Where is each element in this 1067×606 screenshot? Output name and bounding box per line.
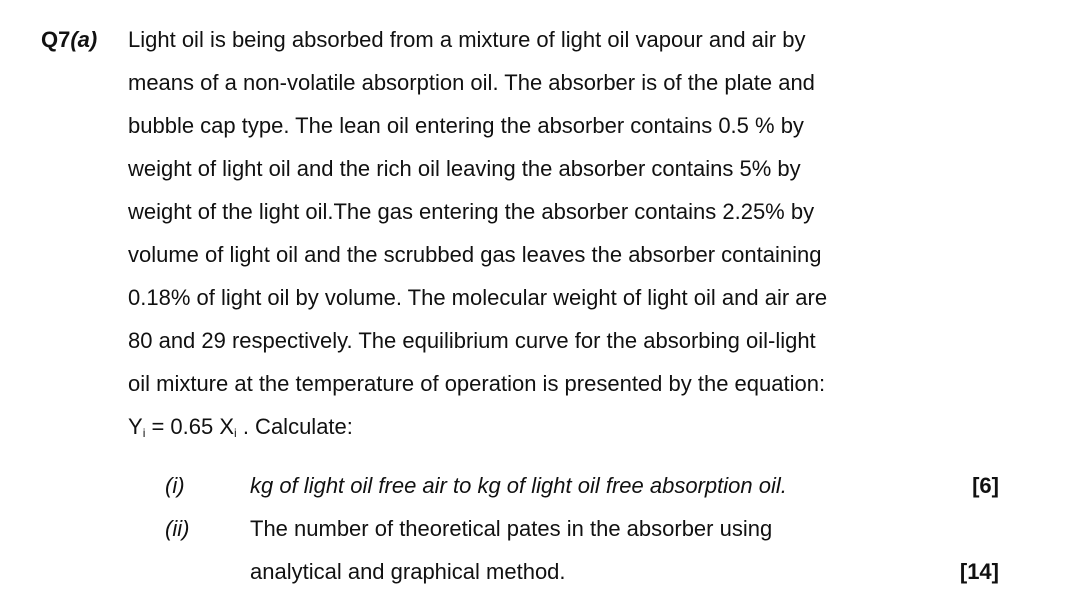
item-2-text-line-1: The number of theoretical pates in the absorber using [250, 516, 773, 541]
equation-x-subscript: i [234, 426, 237, 440]
question-text-line-8: 80 and 29 respectively. The equilibrium curve for the absorbing oil-light [128, 328, 816, 353]
equilibrium-equation [128, 412, 928, 448]
question-text-line-5: weight of the light oil.The gas entering the absorber contains 2.25% by [128, 199, 815, 224]
item-2-number: (ii) [165, 516, 190, 541]
item-2-text-line-2: analytical and graphical method. [250, 559, 566, 584]
equation-tail: . Calculate: [236, 414, 353, 439]
question-number: Q7 [41, 27, 71, 52]
question-text-line-3: bubble cap type. The lean oil entering the absorber contains 0.5 % by [128, 113, 804, 138]
question-text-line-9: oil mixture at the temperature of operation is presented by the equation: [128, 371, 826, 396]
question-label [41, 25, 97, 55]
question-part: (a) [70, 27, 98, 52]
question-text-line-4: weight of light oil and the rich oil leaving the absorber contains 5% by [128, 156, 801, 181]
equation-middle: = 0.65 X [145, 414, 235, 439]
question-text-line-6: volume of light oil and the scrubbed gas leaves the absorber containing [128, 242, 822, 267]
item-2-marks: [14] [959, 559, 999, 584]
question-text-line-7: 0.18% of light oil by volume. The molecular weight of light oil and air are [128, 285, 828, 310]
equation-y-subscript: i [142, 426, 146, 440]
equation-y-symbol: Y [128, 414, 143, 439]
item-1-text: kg of light oil free air to kg of light oil free absorption oil. [250, 473, 787, 498]
item-1-number: (i) [165, 473, 185, 498]
question-text-line-2: means of a non-volatile absorption oil. The absorber is of the plate and [128, 70, 815, 95]
question-text-line-1: Light oil is being absorbed from a mixture of light oil vapour and air by [128, 27, 806, 52]
item-1-marks: [6] [972, 473, 999, 498]
